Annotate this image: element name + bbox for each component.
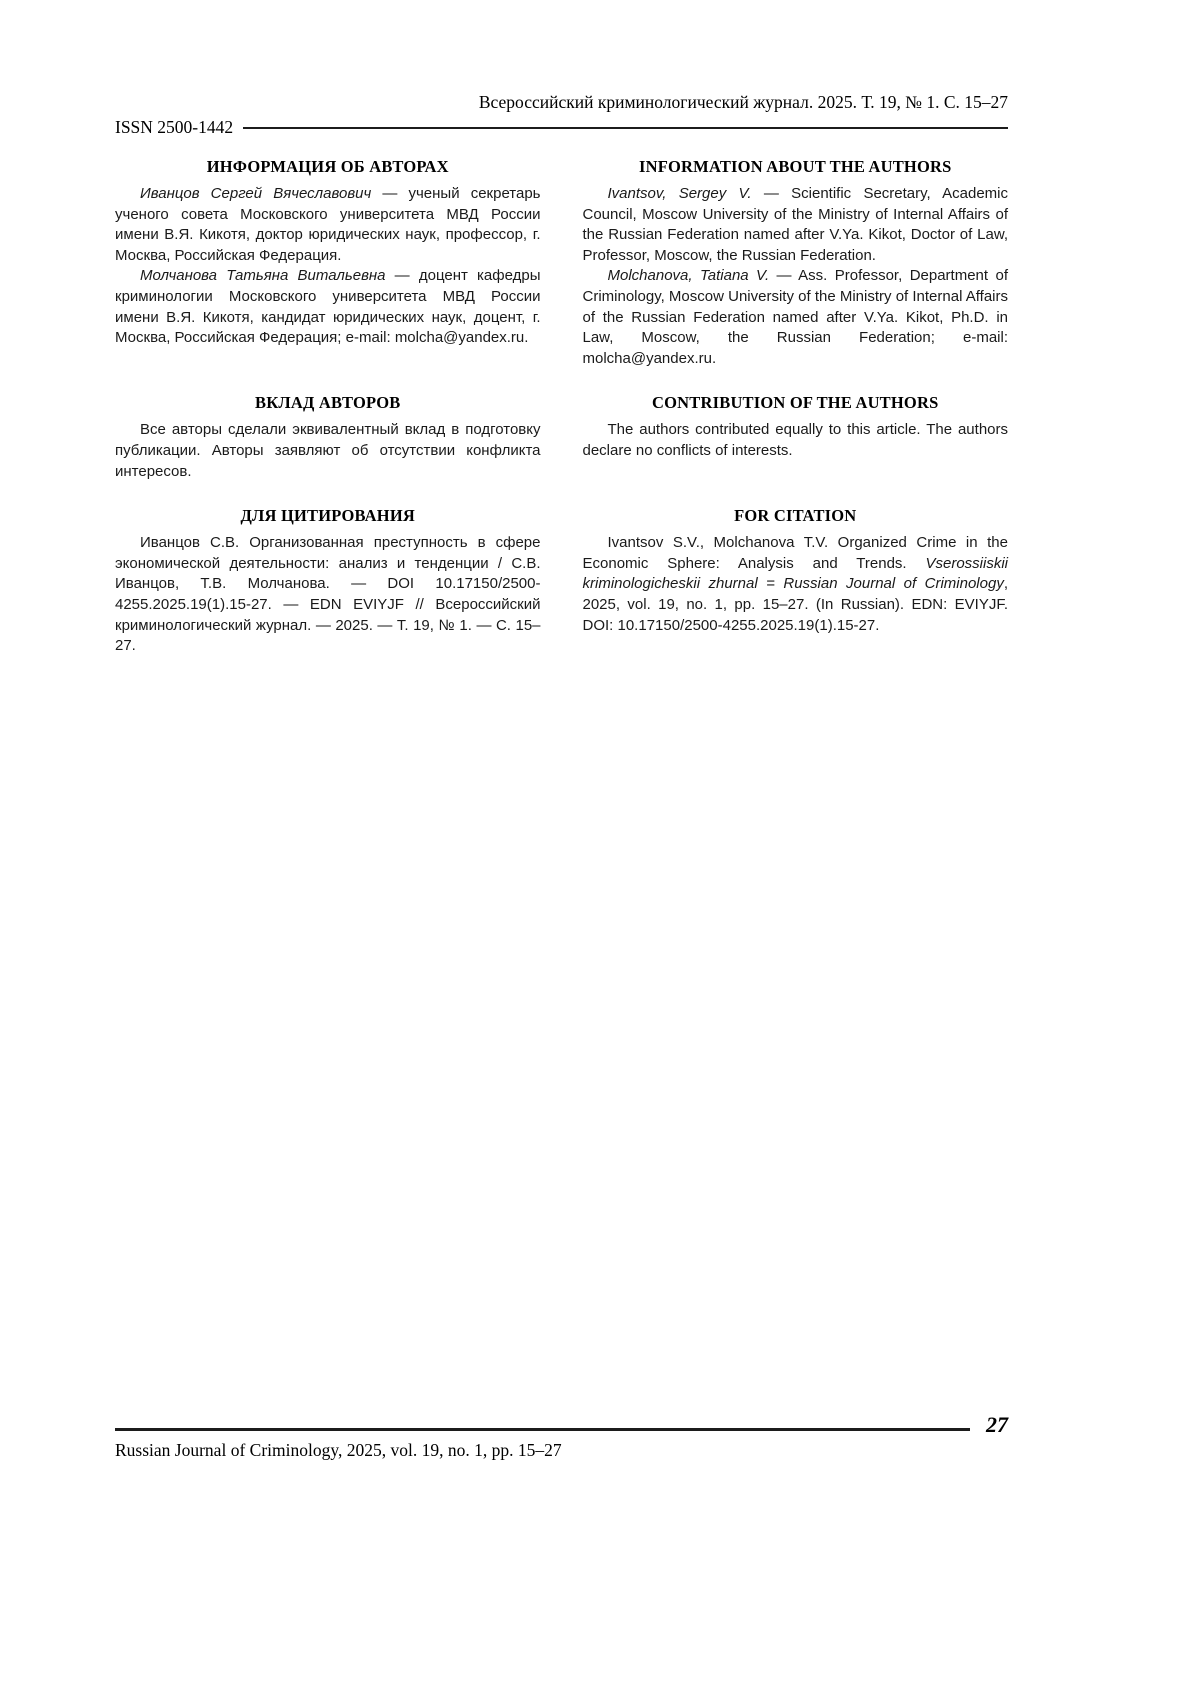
section-heading: ВКЛАД АВТОРОВ [255, 393, 401, 413]
section-left-2 [115, 506, 541, 657]
running-foot-journal-en: Russian Journal of Criminology, 2025, vol. 19, no. 1, pp. 15–27 [115, 1440, 562, 1460]
section-heading: ИНФОРМАЦИЯ ОБ АВТОРАХ [206, 157, 449, 176]
section-heading: FOR CITATION [734, 506, 857, 526]
paragraph [115, 266, 541, 348]
footer-rule [115, 1428, 970, 1431]
header-rule [243, 127, 1008, 130]
text-run: Все авторы сделали эквивалентный вклад в подготовку публикации. Авторы заявляют об отсутствии конфликта интересов. [115, 421, 541, 480]
section-heading: CONTRIBUTION OF THE AUTHORS [652, 393, 939, 413]
issn-row [115, 117, 1008, 138]
text-run: — ученый секретарь ученого совета Московского университета МВД России имени В.Я. Кикотя, доктор юридических наук, профессор, г. Москва, Российская Федерация. [115, 185, 541, 264]
page-number: 27 [986, 1412, 1008, 1437]
italic-run: Ivantsov, Sergey V. [607, 185, 752, 202]
text-run: — Ass. Professor, Department of Criminology, Moscow University of the Ministry of Internal Affairs of the Russian Federation named after V.Ya. Kikot, Ph.D. in Law, Moscow, the Russian Federation; e-mail: molcha@yandex.ru. [582, 267, 1008, 367]
paragraph [583, 533, 1009, 636]
text-run: — доцент кафедры криминологии Московского университета МВД России имени В.Я. Кикотя, кандидат юридических наук, доцент, г. Москва, Российская Федерация; e-mail: molcha@yandex.ru. [115, 267, 541, 347]
text-run: — Scientific Secretary, Academic Council, Moscow University of the Ministry of Internal Affairs of the Russian Federation named after V.Ya. Kikot, Doctor of Law, Professor, Moscow, the Russian Federation. [582, 185, 1009, 264]
section-right-2 [583, 506, 1009, 657]
section-right-1 [583, 393, 1009, 482]
paragraph [115, 533, 541, 657]
paragraph [115, 420, 541, 482]
text-run: Иванцов С.В. Организованная преступность в сфере экономической деятельности: анализ и тенденции / С.В. Иванцов, Т.В. Молчанова. — DOI 10.17150/2500-4255.2025.19(1).15-27. — EDN EVIYJF // Всероссийский криминологический журнал. — 2025. — Т. 19, № 1. — С. 15–27. [115, 534, 541, 655]
paragraph [583, 420, 1009, 461]
running-head-journal-ru: Всероссийский криминологический журнал. 2025. Т. 19, № 1. С. 15–27 [478, 92, 1008, 112]
section-left-1 [115, 393, 541, 482]
paragraph [115, 184, 541, 266]
page-header [115, 0, 1008, 138]
italic-run: Иванцов Сергей Вячеславович [140, 185, 372, 202]
section-heading: ДЛЯ ЦИТИРОВАНИЯ [240, 506, 415, 526]
issn-label: ISSN 2500-1442 [115, 117, 234, 137]
text-run: The authors contributed equally to this article. The authors declare no conflicts of interests. [582, 421, 1008, 459]
section-right-0 [583, 157, 1009, 369]
section-heading: INFORMATION ABOUT THE AUTHORS [639, 157, 952, 176]
italic-run: Молчанова Татьяна Витальевна [140, 267, 386, 285]
paragraph [583, 266, 1009, 369]
page-footer [115, 1412, 1008, 1461]
italic-run: Molchanova, Tatiana V. [607, 267, 770, 285]
section-left-0 [115, 157, 541, 369]
italic-run: Vserossiiskii kriminologicheskii zhurnal = Russian Journal of Criminology [582, 554, 1008, 593]
paragraph [583, 184, 1009, 266]
two-column-content [115, 157, 1008, 657]
text-run: , 2025, vol. 19, no. 1, pp. 15–27. (In Russian). EDN: EVIYJF. DOI: 10.17150/2500-4255.2025.19(1).15-27. [582, 575, 1008, 634]
text-run: Ivantsov S.V., Molchanova T.V. Organized Crime in the Economic Sphere: Analysis and Trends. [582, 534, 1008, 572]
